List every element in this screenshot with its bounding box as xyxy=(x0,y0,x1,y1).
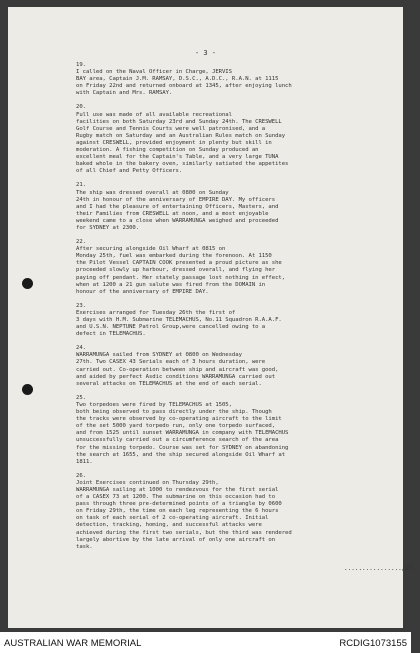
paragraph-22 xyxy=(76,239,390,296)
paragraph-21 xyxy=(76,182,390,232)
paragraph-number: 25. xyxy=(76,394,86,401)
paragraph-26 xyxy=(76,473,390,551)
paragraph-24 xyxy=(76,345,390,388)
paragraph-number: 26. xyxy=(76,472,86,479)
paragraph-number: 21. xyxy=(76,182,86,189)
paragraph-number: 20. xyxy=(76,104,86,111)
paragraph-number: 23. xyxy=(76,302,86,309)
paragraph-text: Two torpedoes were fired by TELEMACHUS at 1505, both being observed to pass directly under the ship. Though the tracks were observed by co-operating aircraft to the limit of the set 5000 yard torpedo run, only one torpedo surfaced, and from 1525 until sunset WARRAMUNGA in company with TELEMACHUS unsuccessfully carried out a circumference search of the area for the missing torpedo. Course was set for SYDNEY on abandoning the search at 1655, and the ship secured alongside Oil Wharf at 1811. xyxy=(76,401,289,465)
punch-hole-top xyxy=(22,278,33,289)
paragraph-25 xyxy=(76,395,390,466)
archive-name: AUSTRALIAN WAR MEMORIAL xyxy=(4,638,142,649)
paragraph-23 xyxy=(76,303,390,338)
archive-credit-bar xyxy=(0,632,411,653)
paragraph-number: 24. xyxy=(76,345,86,352)
paragraph-text: After securing alongside Oil Wharf at 0815 on Monday 25th, fuel was embarked during the forenoon. At 1150 the Pilot Vessel CAPTAIN COOK presented a proud picture as she proceeded slowly up harbour, dressed overall, and flying her paying off pendant. Her stately passage lost nothing in effect, when at 1200 a 21 gun salute was fired from the DOMAIN in honour of the anniversary of EMPIRE DAY. xyxy=(76,246,286,295)
archive-reference-id: RCDIG1073155 xyxy=(339,638,407,649)
paragraph-text: Exercises arranged for Tuesday 26th the first of 3 days with H.M. Submarine TELEMACHUS, No.11 Squadron R.A.A.F. and U.S.N. NEPTUNE Patrol Group,were cancelled owing to a defect in TELEMACHUS. xyxy=(76,309,282,338)
paragraph-text: Full use was made of all available recreational facilities on both Saturday 23rd and Sunday 24th. The CRESWELL Golf Course and Tennis Courts were well patronised, and a Rugby match on Saturday and an Australian Rules match on Sunday against CRESWELL, provided enjoyment in plenty but skill in moderation. A fishing competition on Sunday produced an excellent meal for the Captain's Table, and a very large TUNA baked whole in the bakery oven, similarly satiated the appetites of all Chief and Petty Officers. xyxy=(76,111,289,175)
paragraph-20 xyxy=(76,104,390,175)
paragraph-number: 22. xyxy=(76,239,86,246)
paragraph-19 xyxy=(76,62,390,97)
page-number: - 3 - xyxy=(194,49,217,57)
paragraph-text: WARRAMUNGA sailed from SYDNEY at 0800 on Wednesday 27th. Two CASEX 43 Serials each of 3 hours duration, were carried out. Co-operation between ship and aircraft was good, and aided by perfect Asdic conditions WARRAMUNGA carried out several attacks on TELEMACHUS at the end of each serial. xyxy=(76,352,279,387)
punch-hole-bottom xyxy=(22,384,33,395)
paragraph-number: 19. xyxy=(76,62,86,68)
paragraph-text: The ship was dressed overall at 0800 on Sunday 24th in honour of the anniversary of EMPIRE DAY. My officers and I had the pleasure of entertaining Officers, Masters, and their Families from CRESWELL at noon, and a most enjoyable weekend came to a close when WARRAMUNGA weighed and proceeded for SYDNEY at 2300. xyxy=(76,189,279,231)
continuation-marker: ................/27.. xyxy=(344,565,420,572)
document-body xyxy=(76,62,390,558)
paragraph-text: I called on the Naval Officer in Charge, JERVIS BAY area, Captain J.M. RAMSAY, D.S.C., A.D.C., R.A.N. at 1115 on Friday 22nd and returned onboard at 1345, after enjoying lunch with Captain and Mrs. RAMSAY. xyxy=(76,69,292,97)
paragraph-text: Joint Exercises continued on Thursday 29th, WARRAMUNGA sailing at 1000 to rendezvous for the first serial of a CASEX 73 at 1200. The submarine on this occasion had to pass through three pre-determined points of a triangle by 0600 on Friday 29th, the time on each leg representing the 6 hours on task of each serial of 2 co-operating aircraft. Initial detection, tracking, homing, and successful attacks were achieved during the first two serials, but the third was rendered largely abortive by the late arrival of only one aircraft on task. xyxy=(76,479,292,550)
document-page xyxy=(8,7,420,628)
